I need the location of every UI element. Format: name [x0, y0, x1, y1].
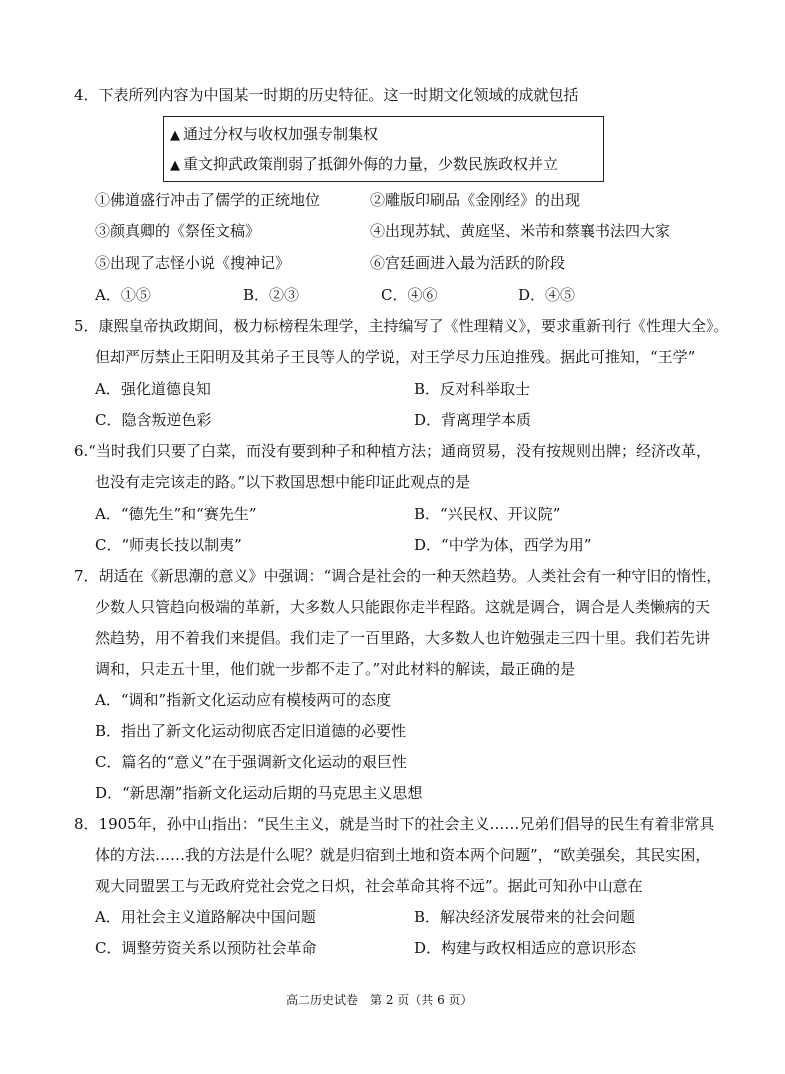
q8-option-b: B．解决经济发展带来的社会问题 — [414, 908, 636, 926]
q8-stem-line-3: 观大同盟罢工与无政府党社会党之日炽，社会革命其将不远”。据此可知孙中山意在 — [95, 877, 643, 895]
q4-feature-table — [163, 116, 604, 182]
q7-stem-line-2: 少数人只管趋向极端的革新，大多数人只能跟你走半程路。这就是调合，调合是人类懒病的天 — [95, 598, 711, 616]
q5-stem-line-1: 5．康熙皇帝执政期间，极力标榜程朱理学，主持编写了《性理精义》，要求重新刊行《性理大全》。 — [74, 317, 729, 335]
q5-option-b: B．反对科举取士 — [414, 380, 531, 398]
q4-option-d: D．④⑤ — [518, 286, 576, 304]
q7-option-a: A．“调和”指新文化运动应有模棱两可的态度 — [95, 691, 392, 709]
q6-stem-line-1: 6.“当时我们只要了白菜，而没有要到种子和种植方法；通商贸易，没有按规则出牌；经济改革， — [74, 442, 711, 460]
triangle-icon: ▲ — [170, 158, 180, 173]
q7-stem-line-4: 调和，只走五十里，他们就一步都不走了。”对此材料的解读，最正确的是 — [95, 660, 576, 678]
q4-option-c: C．④⑥ — [381, 286, 438, 304]
q5-option-c: C．隐含叛逆色彩 — [95, 411, 212, 429]
q4-item-3: ③颜真卿的《祭侄文稿》 — [95, 222, 261, 240]
q4-item-1: ①佛道盛行冲击了儒学的正统地位 — [95, 191, 321, 209]
q6-option-d: D．“中学为体，西学为用” — [414, 536, 592, 554]
q4-option-a: A．①⑤ — [95, 286, 151, 304]
q4-item-2: ②雕版印刷品《金刚经》的出现 — [370, 191, 581, 209]
q7-stem-line-1: 7．胡适在《新思潮的意义》中强调：“调合是社会的一种天然趋势。人类社会有一种守旧的惰性， — [74, 567, 722, 585]
q5-option-a: A．强化道德良知 — [95, 380, 211, 398]
q4-item-6: ⑥宫廷画进入最为活跃的阶段 — [370, 254, 566, 272]
q6-stem-line-2: 也没有走完该走的路。”以下救国思想中能印证此观点的是 — [95, 473, 471, 491]
q4-item-5: ⑤出现了志怪小说《搜神记》 — [95, 254, 291, 272]
q8-option-d: D．构建与政权相适应的意识形态 — [414, 939, 637, 957]
q4-box-row-2 — [170, 154, 558, 176]
q4-item-4: ④出现苏轼、黄庭坚、米芾和蔡襄书法四大家 — [370, 222, 671, 240]
q6-option-c: C．“师夷长技以制夷” — [95, 536, 242, 554]
q8-stem-line-1: 8．1905年，孙中山指出：“民生主义，就是当时下的社会主义……兄弟们倡导的民生有着非常具 — [74, 815, 715, 833]
q4-stem: 4．下表所列内容为中国某一时期的历史特征。这一时期文化领域的成就包括 — [74, 86, 579, 104]
q4-box-item-2: 重文抑武政策削弱了抵御外侮的力量，少数民族政权并立 — [183, 155, 559, 173]
q8-option-a: A．用社会主义道路解决中国问题 — [95, 908, 316, 926]
q7-option-b: B．指出了新文化运动彻底否定旧道德的必要性 — [95, 722, 407, 740]
triangle-icon: ▲ — [170, 128, 180, 143]
q4-box-item-1: 通过分权与收权加强专制集权 — [183, 125, 379, 143]
q5-option-d: D．背离理学本质 — [414, 411, 532, 429]
q6-option-b: B．“兴民权、开议院” — [414, 505, 561, 523]
q5-stem-line-2: 但却严厉禁止王阳明及其弟子王艮等人的学说，对王学尽力压迫推残。据此可推知，“王学” — [95, 348, 696, 366]
q7-option-c: C．篇名的“意义”在于强调新文化运动的艰巨性 — [95, 753, 407, 771]
q4-option-b: B．②③ — [243, 286, 300, 304]
q7-stem-line-3: 然趋势，用不着我们来提倡。我们走了一百里路，大多数人也许勉强走三四十里。我们若先讲 — [95, 629, 711, 647]
q8-option-c: C．调整劳资关系以预防社会革命 — [95, 939, 317, 957]
q7-option-d: D．“新思潮”指新文化运动后期的马克思主义思想 — [95, 784, 423, 802]
page-footer: 高二历史试卷 第 2 页（共 6 页） — [286, 993, 473, 1007]
q4-box-row-1 — [170, 124, 378, 146]
q8-stem-line-2: 体的方法……我的方法是什么呢？就是归宿到土地和资本两个问题”，“欧美强矣，其民实困， — [95, 846, 711, 864]
q6-option-a: A．“德先生”和“赛先生” — [95, 505, 257, 523]
